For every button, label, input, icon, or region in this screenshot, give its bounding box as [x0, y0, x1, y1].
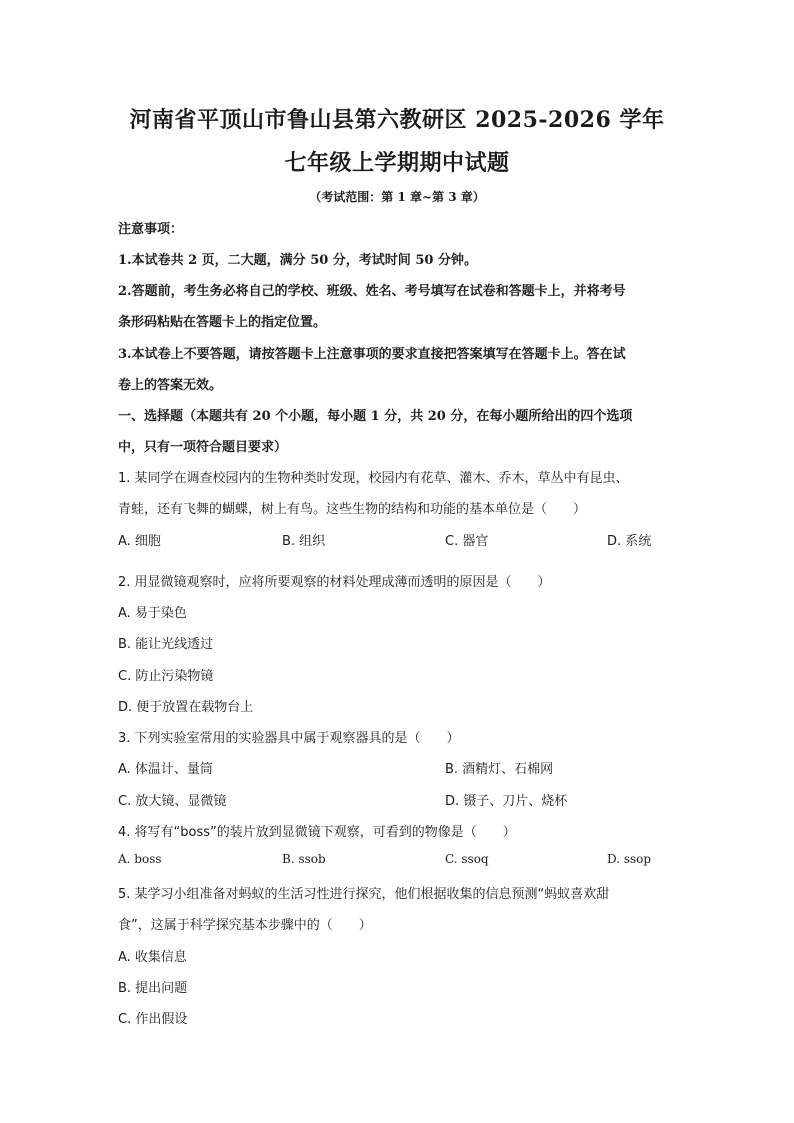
question-3: 3. 下列实验室常用的实验器具中属于观察器具的是（ ） [118, 731, 460, 746]
question-4-option-c: C. ssoq [445, 852, 489, 866]
question-2-option-b: B. 能让光线透过 [118, 637, 214, 652]
notice-item-3b: 卷上的答案无效。 [118, 378, 223, 393]
notice-heading: 注意事项： [118, 222, 184, 237]
question-3-option-c: C. 放大镜、显微镜 [118, 794, 227, 809]
question-3-option-d: D. 镊子、刀片、烧杯 [445, 794, 568, 809]
question-1-option-b: B. 组织 [282, 534, 326, 549]
question-2-option-c: C. 防止污染物镜 [118, 669, 214, 684]
question-1-option-d: D. 系统 [607, 534, 652, 549]
question-1-option-a: A. 细胞 [118, 534, 161, 549]
question-5-line-a: 5. 某学习小组准备对蚂蚁的生活习性进行探究，他们根据收集的信息预测“蚂蚁喜欢甜 [118, 887, 610, 902]
exam-title-line2: 七年级上学期期中试题 [284, 150, 510, 176]
question-5-line-b: 食”，这属于科学探究基本步骤中的（ ） [118, 918, 372, 933]
notice-item-2a: 2.答题前，考生务必将自己的学校、班级、姓名、考号填写在试卷和答题卡上，并将考号 [118, 284, 626, 299]
section1-heading-a: 一、选择题（本题共有 20 个小题，每小题 1 分，共 20 分，在每小题所给出的四个选项 [118, 409, 633, 424]
section1-heading-b: 中，只有一项符合题目要求） [118, 440, 288, 455]
question-2: 2. 用显微镜观察时，应将所要观察的材料处理成薄而透明的原因是（ ） [118, 575, 551, 590]
notice-item-1: 1.本试卷共 2 页，二大题，满分 50 分，考试时间 50 分钟。 [118, 253, 477, 268]
question-5-option-b: B. 提出问题 [118, 981, 188, 996]
question-4-option-d: D. ssop [607, 852, 652, 866]
question-2-option-d: D. 便于放置在载物台上 [118, 700, 254, 715]
question-4-option-a: A. boss [118, 852, 162, 866]
question-3-option-b: B. 酒精灯、石棉网 [445, 762, 554, 777]
question-5-option-c: C. 作出假设 [118, 1012, 188, 1027]
exam-scope: （考试范围：第 1 章~第 3 章） [309, 190, 485, 204]
question-1-line-a: 1. 某同学在调查校园内的生物种类时发现，校园内有花草、灌木、乔木，草丛中有昆虫、 [118, 471, 629, 486]
question-1-option-c: C. 器官 [445, 534, 489, 549]
exam-title-line1: 河南省平顶山市鲁山县第六教研区 2025-2026 学年 [129, 107, 665, 133]
question-4: 4. 将写有“boss”的装片放到显微镜下观察，可看到的物像是（ ） [118, 825, 516, 840]
question-5-option-a: A. 收集信息 [118, 950, 187, 965]
question-1-line-b: 青蛙，还有飞舞的蝴蝶，树上有鸟。这些生物的结构和功能的基本单位是（ ） [118, 502, 587, 517]
question-3-option-a: A. 体温计、量筒 [118, 762, 213, 777]
notice-item-3a: 3.本试卷上不要答题，请按答题卡上注意事项的要求直接把答案填写在答题卡上。答在试 [118, 347, 626, 362]
question-4-option-b: B. ssob [282, 852, 326, 866]
notice-item-2b: 条形码粘贴在答题卡上的指定位置。 [118, 315, 327, 330]
question-2-option-a: A. 易于染色 [118, 606, 187, 621]
